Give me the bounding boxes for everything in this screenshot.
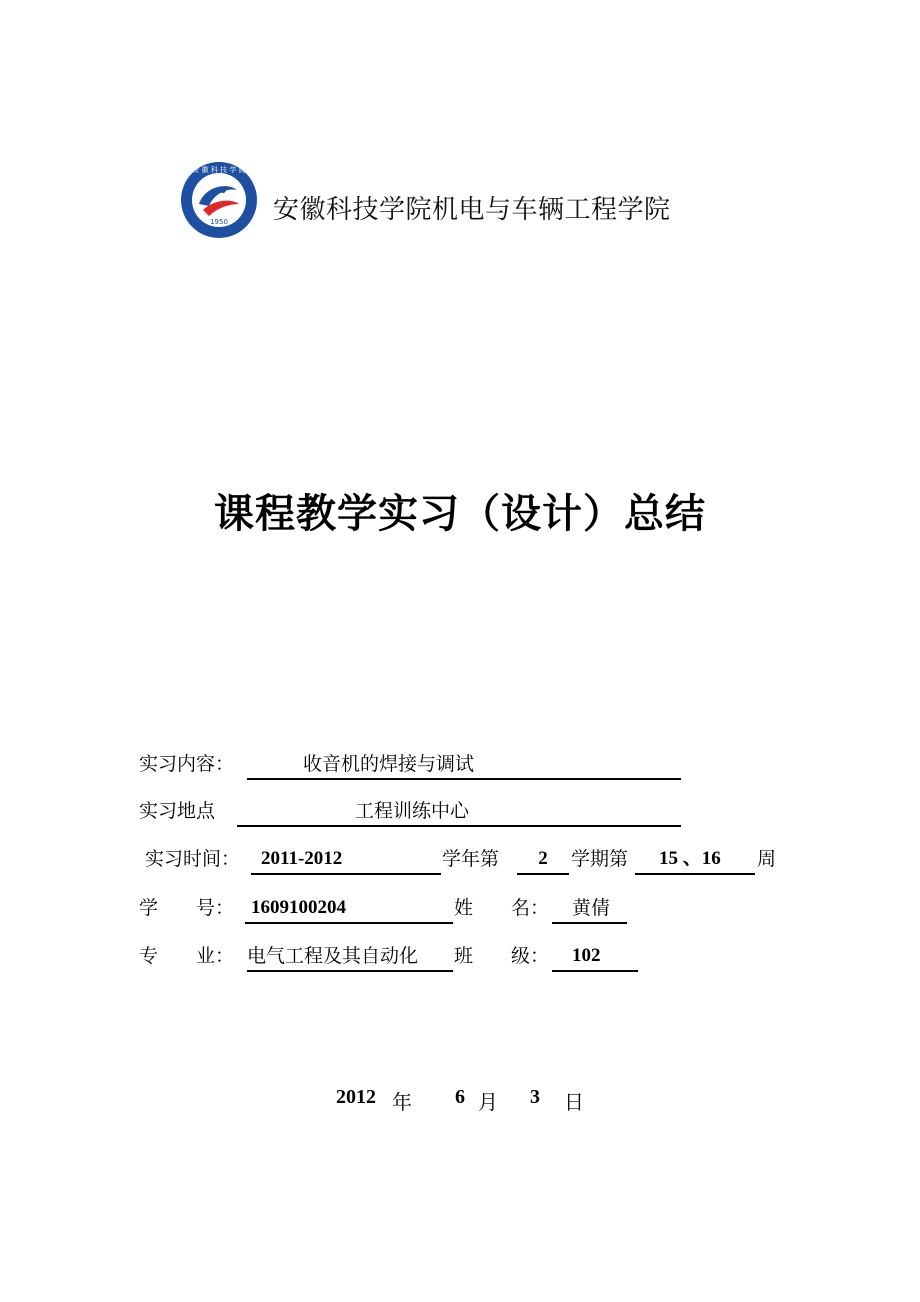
- field-time-semester-suffix: 学期第: [571, 848, 629, 870]
- school-name: 安徽科技学院机电与车辆工程学院: [273, 195, 671, 225]
- field-name-value: 黄倩: [552, 894, 627, 924]
- field-major-row: [139, 942, 659, 970]
- field-class-value: 102: [552, 942, 638, 972]
- date-year: 2012: [336, 1086, 376, 1108]
- field-major-label: 专 业：: [139, 945, 235, 967]
- field-time-year-suffix: 学年第: [442, 848, 500, 870]
- field-id-row: [139, 894, 659, 922]
- field-time-semester: 2: [517, 845, 569, 875]
- field-time-year-range: 2011-2012: [251, 845, 441, 875]
- field-student-id-value: 1609100204: [245, 894, 453, 924]
- field-major-value: 电气工程及其自动化: [247, 942, 453, 972]
- field-time-weeks-suffix: 周: [757, 848, 777, 870]
- svg-text:安 徽 科 技 学 院: 安 徽 科 技 学 院: [192, 166, 246, 174]
- field-name-label: 姓 名：: [454, 897, 550, 919]
- field-time-row: [145, 845, 785, 873]
- field-content-label: 实习内容：: [139, 753, 235, 775]
- field-location-label: 实习地点: [139, 800, 216, 822]
- field-class-label: 班 级：: [454, 945, 550, 967]
- field-location-value: 工程训练中心: [237, 797, 681, 827]
- date-year-unit: 年: [392, 1090, 412, 1114]
- field-time-weeks: 15 、16: [635, 845, 755, 875]
- date-month: 6: [455, 1086, 465, 1108]
- field-time-label: 实习时间：: [145, 848, 241, 870]
- school-logo: [179, 160, 259, 240]
- date-day-unit: 日: [564, 1090, 584, 1114]
- date-day: 3: [530, 1086, 540, 1108]
- field-location-row: [139, 797, 699, 825]
- page-title: 课程教学实习（设计）总结: [214, 491, 706, 537]
- svg-text:1950: 1950: [210, 218, 228, 226]
- field-content-row: [139, 750, 699, 778]
- date-month-unit: 月: [478, 1090, 498, 1114]
- field-student-id-label: 学 号：: [139, 897, 235, 919]
- field-content-value: 收音机的焊接与调试: [247, 750, 681, 780]
